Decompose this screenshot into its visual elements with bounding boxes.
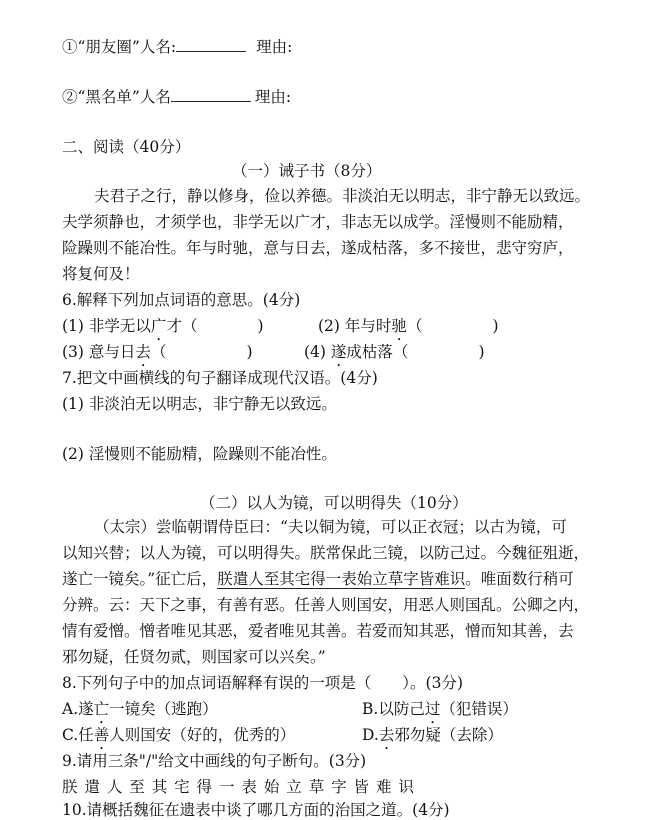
- dotted-word: 广: [150, 317, 167, 335]
- q7-stem: 7.把文中画横线的句子翻译成现代汉语。(4分): [62, 369, 378, 387]
- q2-reason: 理由:: [254, 88, 292, 106]
- dotted-word: 去: [378, 726, 395, 744]
- q6-item-1: [62, 316, 264, 336]
- passage1-line: 将复何及！: [62, 265, 140, 283]
- item-number: (4): [304, 343, 326, 361]
- passage1-line: 险躁则不能冶性。年与时驰，意与日去，遂成枯落，多不接世，悲守穷庐，: [62, 239, 574, 257]
- option-text: C.任: [62, 726, 94, 744]
- passage2-line: 分辨。云：天下之事，有善有恶。任善人则国安，用恶人则国乱。公卿之内，: [62, 596, 590, 614]
- q9-sentence: 朕 遣 人 至 其 宅 得 一 表 始 立 草 字 皆 难 识: [62, 778, 415, 796]
- passage2-line: 情有爱憎。憎者唯见其恶，爱者唯见其善。若爱而知其恶，憎而知其善，去: [62, 622, 574, 640]
- passage2-title: （二）以人为镜，可以明得失（10分）: [200, 494, 468, 512]
- item-text: （: [150, 343, 167, 361]
- q6-stem: 6.解释下列加点词语的意思。(4分): [62, 291, 301, 309]
- dotted-word: 善: [93, 726, 110, 744]
- q7-sentence-1: (1) 非淡泊无以明志，非宁静无以致远。: [62, 395, 337, 413]
- dotted-word: 去: [135, 343, 151, 361]
- name-blank: [171, 87, 251, 102]
- question-2: [62, 87, 291, 107]
- q8-option-b: [362, 699, 518, 719]
- option-text: A.遂: [62, 700, 94, 718]
- option-text: 邪勿疑（去除）: [394, 726, 503, 744]
- dotted-word: 亡: [93, 700, 110, 718]
- item-text: 才（: [166, 317, 198, 335]
- passage-text: 。唯面数行稍可: [465, 570, 574, 588]
- q9-stem: 9.请用三条"/"给文中画线的句子断句。(3分): [62, 752, 367, 770]
- item-text: （: [406, 317, 423, 335]
- dotted-word: 遂: [330, 343, 347, 361]
- close-paren: ): [492, 317, 499, 335]
- option-text: B.以防己: [362, 700, 425, 718]
- question-1: [62, 37, 292, 57]
- close-paren: ): [257, 317, 264, 335]
- option-text: 一镜矣（逃跑）: [109, 700, 218, 718]
- passage2-line: （太宗）尝临朝谓侍臣曰：“夫以铜为镜，可以正衣冠；以古为镜，可: [94, 518, 567, 536]
- passage1-title: （一）诫子书（8分）: [232, 162, 382, 180]
- underlined-sentence: 朕遣人至其宅得一表始立草字皆难识: [217, 570, 466, 588]
- option-text: 人则国安（好的，优秀的）: [109, 726, 296, 744]
- dotted-word: 驰: [391, 317, 407, 335]
- item-text: 成枯落（: [346, 343, 409, 361]
- name-blank: [176, 37, 246, 52]
- passage2-line: 以知兴替；以人为镜，可以明得失。朕常保此三镜，以防己过。今魏征殂逝，: [62, 544, 590, 562]
- option-text: （犯错误）: [440, 700, 518, 718]
- passage2-line: [62, 569, 574, 589]
- q8-option-a: [62, 699, 218, 719]
- q8-option-d: [362, 725, 503, 745]
- q8-stem: 8.下列句子中的加点词语解释有误的一项是（ ）。(3分): [62, 674, 463, 692]
- q7-sentence-2: (2) 淫慢则不能励精，险躁则不能冶性。: [62, 445, 337, 463]
- q8-option-c: [62, 725, 295, 745]
- q2-prefix: ②“黑名单”人名: [62, 88, 171, 106]
- passage1-line: 夫君子之行，静以修身，俭以养德。非淡泊无以明志，非宁静无以致远。: [94, 187, 591, 205]
- passage2-line: 邪勿疑，任贤勿贰，则国家可以兴矣。”: [62, 648, 326, 666]
- q1-reason: 理由:: [256, 38, 293, 56]
- passage1-line: 夫学须静也，才须学也，非学无以广才，非志无以成学。淫慢则不能励精，: [62, 213, 574, 231]
- q6-item-2: [318, 316, 499, 336]
- passage-text: 遂亡一镜矣。”征亡后，: [62, 570, 218, 588]
- item-number: (2): [318, 317, 340, 335]
- q10-stem: 10.请概括魏征在遗表中谈了哪几方面的治国之道。(4分): [62, 801, 450, 819]
- item-number: (3): [62, 343, 84, 361]
- section-title: 二、阅读（40分）: [62, 138, 191, 156]
- dotted-word: 过: [424, 700, 441, 718]
- item-text: 年与时: [344, 317, 392, 335]
- close-paren: ): [246, 343, 253, 361]
- close-paren: ): [478, 343, 485, 361]
- q1-prefix: ①“朋友圈”人名:: [62, 38, 177, 56]
- item-text: 意与日: [88, 343, 136, 361]
- option-text: D.: [362, 726, 379, 744]
- item-number: (1): [62, 317, 84, 335]
- q6-item-3: [62, 342, 253, 362]
- item-text: 非学无以: [88, 317, 151, 335]
- q6-item-4: [304, 342, 485, 362]
